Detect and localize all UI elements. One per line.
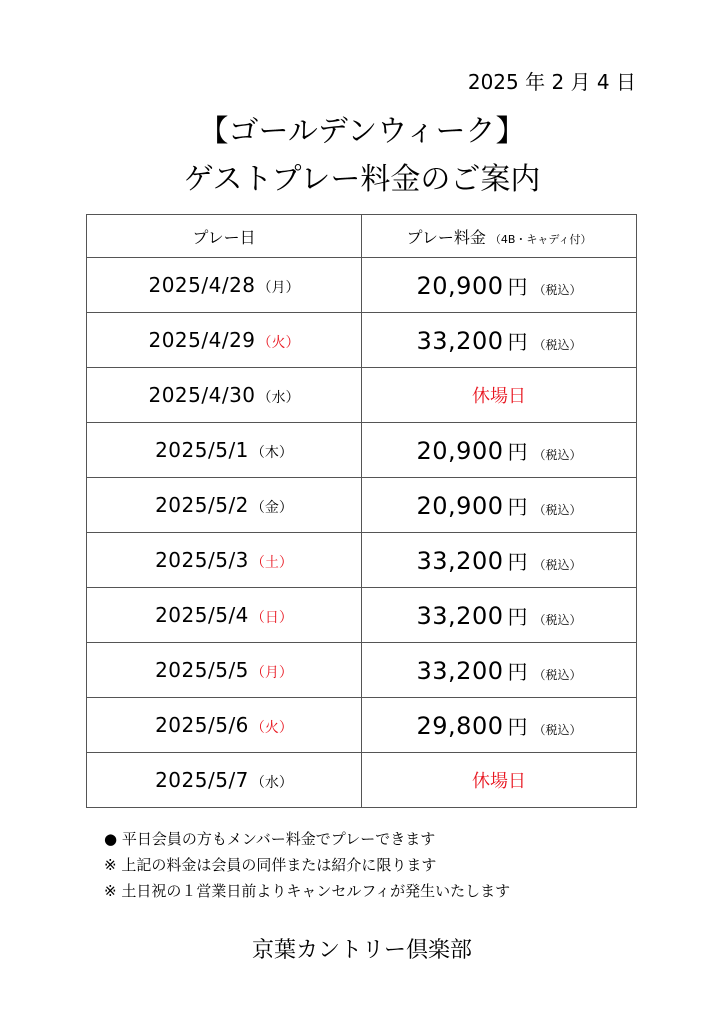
fee-table [86, 214, 637, 808]
play-date-cell [87, 698, 362, 753]
play-date-cell [87, 588, 362, 643]
table-header-row [87, 215, 637, 258]
play-fee-cell [362, 313, 637, 368]
price-value: 20,900 [416, 436, 504, 465]
yen-unit: 円 [507, 714, 528, 739]
title-golden-week: 【ゴールデンウィーク】 [198, 114, 526, 149]
play-date: 2025/4/28 [148, 273, 256, 297]
table-row [87, 313, 637, 368]
play-fee-cell [362, 478, 637, 533]
weekday-label: （土） [250, 555, 293, 571]
play-fee-cell [362, 533, 637, 588]
closed-day-label: 休場日 [472, 386, 526, 407]
yen-unit: 円 [507, 439, 528, 464]
price-value: 20,900 [416, 491, 504, 520]
tax-included-note: （税込） [533, 337, 582, 352]
play-date-cell [87, 533, 362, 588]
play-date-cell [87, 258, 362, 313]
title-guest-fee-guide: ゲストプレー料金のご案内 [183, 162, 541, 197]
club-name: 京葉カントリー倶楽部 [251, 938, 472, 963]
table-row [87, 423, 637, 478]
price-value: 33,200 [416, 326, 504, 355]
tax-included-note: （税込） [533, 612, 582, 627]
note-accompaniment: ※ 上記の料金は会員の同伴または紹介に限ります [104, 856, 437, 874]
yen-unit: 円 [507, 494, 528, 519]
play-date: 2025/5/7 [155, 768, 249, 792]
weekday-label: （水） [250, 775, 293, 791]
weekday-label: （火） [257, 335, 300, 351]
document-date: 2025 年 2 月 4 日 [467, 70, 636, 94]
play-date-cell [87, 643, 362, 698]
play-fee-cell [362, 698, 637, 753]
header-play-date [87, 215, 362, 258]
yen-unit: 円 [507, 549, 528, 574]
weekday-label: （木） [250, 445, 293, 461]
table-row [87, 478, 637, 533]
tax-included-note: （税込） [533, 557, 582, 572]
closed-day-label: 休場日 [472, 771, 526, 792]
weekday-label: （日） [250, 610, 293, 626]
yen-unit: 円 [507, 274, 528, 299]
play-fee-cell [362, 588, 637, 643]
weekday-label: （月） [257, 280, 300, 296]
weekday-label: （金） [250, 500, 293, 516]
table-row [87, 643, 637, 698]
table-row [87, 753, 637, 808]
weekday-label: （水） [257, 390, 300, 406]
tax-included-note: （税込） [533, 502, 582, 517]
play-date-cell [87, 313, 362, 368]
price-value: 33,200 [416, 546, 504, 575]
play-fee-cell [362, 643, 637, 698]
yen-unit: 円 [507, 329, 528, 354]
weekday-label: （火） [250, 720, 293, 736]
play-date: 2025/4/30 [148, 383, 256, 407]
play-fee-cell [362, 258, 637, 313]
header-play-fee-label: プレー料金 [406, 227, 486, 247]
table-row [87, 368, 637, 423]
play-fee-cell [362, 423, 637, 478]
play-date-cell [87, 478, 362, 533]
play-date: 2025/5/1 [155, 438, 249, 462]
header-play-fee-note: （4B・キャディ付） [489, 232, 592, 246]
yen-unit: 円 [507, 659, 528, 684]
table-row [87, 698, 637, 753]
tax-included-note: （税込） [533, 667, 582, 682]
header-play-fee [362, 215, 637, 258]
note-weekday-members: ● 平日会員の方もメンバー料金でプレーできます [104, 830, 436, 848]
tax-included-note: （税込） [533, 282, 582, 297]
play-date-cell [87, 423, 362, 478]
play-date: 2025/5/2 [155, 493, 249, 517]
weekday-label: （月） [250, 665, 293, 681]
play-fee-cell [362, 368, 637, 423]
play-date: 2025/5/3 [155, 548, 249, 572]
price-value: 33,200 [416, 601, 504, 630]
table-row [87, 588, 637, 643]
price-value: 20,900 [416, 271, 504, 300]
play-date-cell [87, 753, 362, 808]
play-date: 2025/5/5 [155, 658, 249, 682]
play-date: 2025/5/4 [155, 603, 249, 627]
play-date-cell [87, 368, 362, 423]
table-row [87, 533, 637, 588]
price-value: 29,800 [416, 711, 504, 740]
tax-included-note: （税込） [533, 722, 582, 737]
note-cancellation-fee: ※ 土日祝の１営業日前よりキャンセルフィが発生いたします [104, 882, 511, 900]
header-play-date-label: プレー日 [192, 227, 256, 247]
fee-table-body [87, 258, 637, 808]
tax-included-note: （税込） [533, 447, 582, 462]
notes-list [104, 826, 510, 904]
table-row [87, 258, 637, 313]
play-date: 2025/5/6 [155, 713, 249, 737]
play-date: 2025/4/29 [148, 328, 256, 352]
play-fee-cell [362, 753, 637, 808]
price-value: 33,200 [416, 656, 504, 685]
yen-unit: 円 [507, 604, 528, 629]
